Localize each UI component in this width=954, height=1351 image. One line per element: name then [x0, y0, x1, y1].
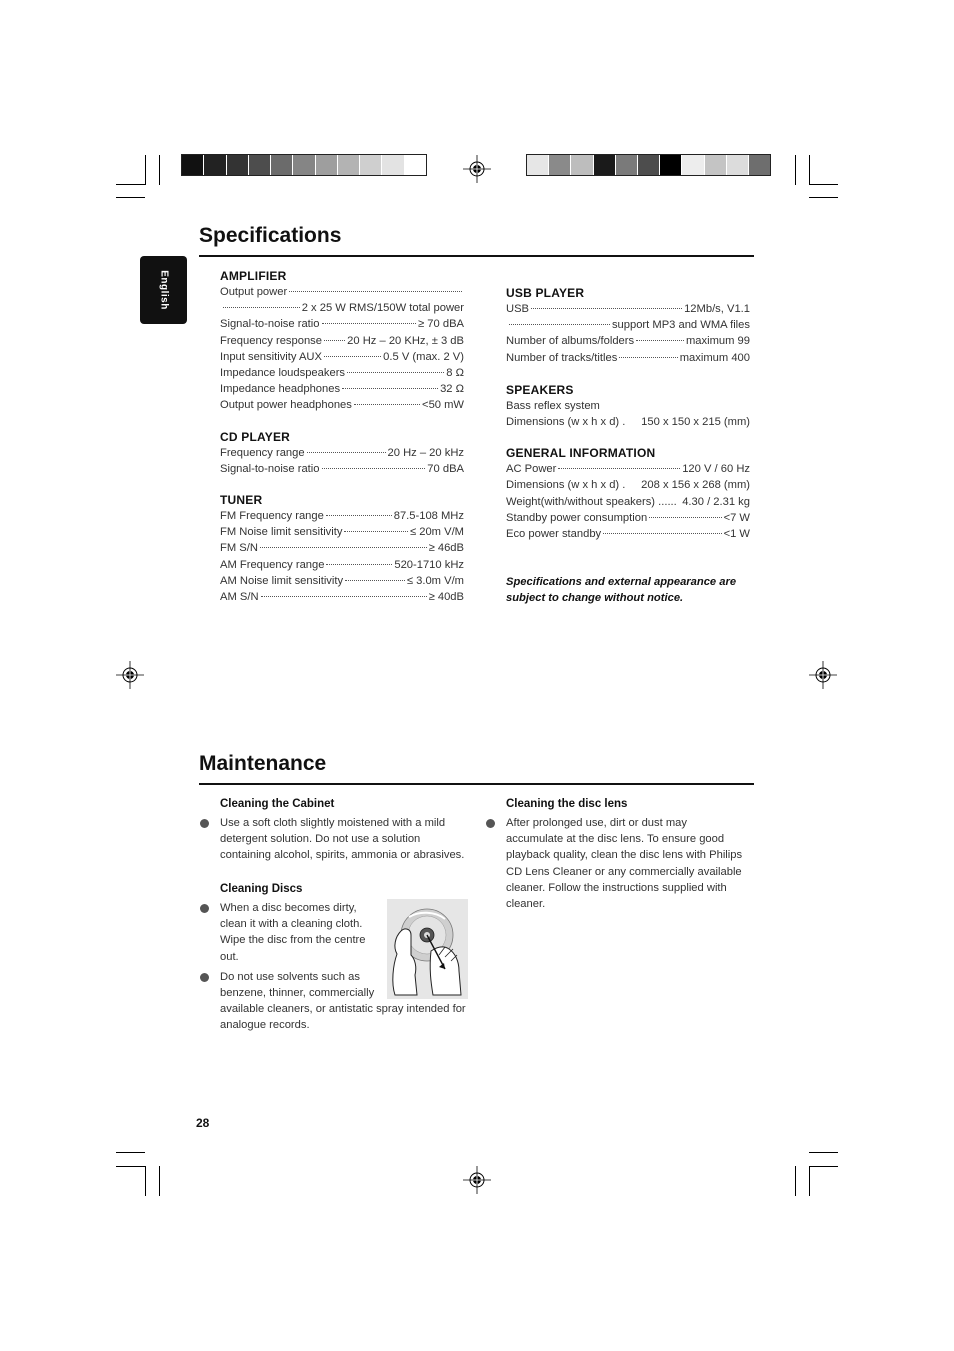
- general-information-title: GENERAL INFORMATION: [506, 446, 656, 461]
- cd-player-block: [220, 429, 464, 477]
- crop-mark: [795, 155, 796, 185]
- spec-value: ≤ 20m V/M: [409, 526, 464, 539]
- leader-dots: [603, 533, 721, 534]
- spec-label: Dimensions (w x h x d) .: [506, 479, 626, 492]
- spec-row: [220, 284, 464, 300]
- spec-row: [506, 461, 750, 477]
- leader-dots: [344, 531, 408, 532]
- change-notice: [506, 574, 750, 606]
- spec-row: [506, 414, 750, 430]
- color-swatch: [571, 155, 593, 175]
- leader-dots: [354, 404, 420, 405]
- bullet-dot-icon: [486, 819, 495, 828]
- leader-dots: [509, 324, 610, 325]
- crop-mark: [116, 184, 145, 185]
- spec-value: <50 mW: [422, 399, 464, 412]
- spec-value: 32 Ω: [440, 383, 464, 396]
- leader-dots: [326, 515, 392, 516]
- spec-value: ≥ 70 dBA: [418, 318, 464, 331]
- usb-player-title: USB PLAYER: [506, 286, 585, 300]
- spec-row: [220, 300, 464, 316]
- bullet-item: [220, 815, 470, 864]
- crop-mark: [159, 155, 160, 185]
- spec-row: [506, 526, 750, 542]
- language-tab-label: English: [158, 270, 169, 310]
- leader-dots: [342, 388, 438, 389]
- color-swatch: [204, 155, 226, 175]
- cleaning-cabinet-title: Cleaning the Cabinet: [220, 798, 335, 810]
- color-swatch: [549, 155, 571, 175]
- registration-mark-icon: [809, 661, 837, 689]
- spec-column-right: [506, 285, 750, 606]
- color-swatch: [616, 155, 638, 175]
- spec-label: Signal-to-noise ratio: [220, 462, 320, 475]
- spec-value: 20 Hz – 20 KHz, ± 3 dB: [347, 334, 464, 347]
- bullet-line: detergent solution. Do not use a solution: [220, 833, 421, 846]
- spec-value: 208 x 156 x 268 (mm): [641, 479, 750, 492]
- maintenance-heading: Maintenance: [199, 752, 327, 775]
- cd-player-title: CD PLAYER: [220, 429, 291, 444]
- spec-value: 12Mb/s, V1.1: [684, 303, 750, 315]
- spec-value: support MP3 and WMA files: [611, 319, 750, 332]
- color-swatch: [682, 155, 704, 175]
- spec-label: Standby power consumption: [506, 511, 648, 524]
- spec-label: FM Frequency range: [220, 510, 324, 523]
- spec-value: 0.5 V (max. 2 V): [383, 350, 464, 363]
- crop-mark: [809, 155, 810, 185]
- amplifier-title: AMPLIFIER: [220, 269, 287, 283]
- spec-label: Frequency response: [220, 334, 322, 347]
- crop-mark: [116, 1166, 145, 1167]
- spec-value: ≤ 3.0m V/m: [406, 574, 464, 587]
- spec-value: 87.5-108 MHz: [393, 510, 464, 523]
- spec-label: Output power: [220, 286, 288, 298]
- usb-player-block: [506, 285, 750, 366]
- spec-label: Signal-to-noise ratio: [220, 318, 320, 331]
- color-swatch: [338, 155, 360, 175]
- heading-rule: [199, 255, 754, 257]
- spec-row: [220, 540, 464, 556]
- spec-row: [220, 445, 464, 461]
- leader-dots: [347, 372, 444, 373]
- bullet-line: accumulate at the disc lens. To ensure good: [506, 833, 725, 846]
- tuner-title: TUNER: [220, 493, 263, 508]
- bullet-line: cleaner. Follow the instructions supplied with: [506, 881, 727, 894]
- leader-dots: [324, 356, 381, 357]
- spec-value: <1 W: [723, 528, 750, 541]
- color-swatch: [249, 155, 271, 175]
- spec-label: Frequency range: [220, 446, 305, 459]
- spec-row: [220, 349, 464, 365]
- bullet-item: [506, 815, 756, 912]
- spec-label: Impedance loudspeakers: [220, 367, 346, 380]
- notice-line: subject to change without notice.: [506, 592, 684, 605]
- registration-mark-icon: [463, 155, 491, 183]
- color-swatch: [727, 155, 749, 175]
- tuner-block: [220, 492, 464, 605]
- leader-dots: [345, 580, 405, 581]
- leader-dots: [289, 291, 462, 292]
- color-swatch: [660, 155, 682, 175]
- spec-label: FM S/N: [220, 542, 258, 555]
- bullet-line: playback quality, clean the disc lens with Philips: [506, 849, 743, 862]
- bullet-line: Do not use solvents such as: [220, 970, 360, 983]
- specifications-heading: Specifications: [199, 224, 342, 247]
- heading-rule: [199, 783, 754, 785]
- spec-label: AM Frequency range: [220, 558, 325, 571]
- color-swatch: [182, 155, 204, 175]
- color-calibration-bar-right: [526, 154, 771, 176]
- spec-row: [506, 333, 750, 349]
- crop-mark: [145, 155, 146, 185]
- color-swatch: [360, 155, 382, 175]
- bullet-dot-icon: [200, 819, 209, 828]
- spec-label: Dimensions (w x h x d) .: [506, 416, 626, 429]
- color-calibration-bar-left: [181, 154, 427, 176]
- spec-row: [220, 461, 464, 477]
- spec-label: Number of tracks/titles: [506, 351, 618, 364]
- amplifier-block: [220, 268, 464, 414]
- color-swatch: [227, 155, 249, 175]
- spec-row: [220, 381, 464, 397]
- bullet-line: Use a soft cloth slightly moistened with a mild: [220, 817, 446, 829]
- language-tab: [140, 256, 187, 324]
- color-swatch: [705, 155, 727, 175]
- leader-dots: [324, 340, 345, 341]
- color-swatch: [594, 155, 616, 175]
- spec-value: 4.30 / 2.31 kg: [682, 495, 750, 508]
- leader-dots: [531, 308, 682, 309]
- spec-label: Input sensitivity AUX: [220, 350, 322, 363]
- crop-mark: [809, 1166, 810, 1196]
- spec-label: AM Noise limit sensitivity: [220, 574, 344, 587]
- speakers-block: [506, 382, 750, 430]
- spec-label: AC Power: [506, 463, 557, 476]
- spec-value: maximum 400: [679, 351, 750, 364]
- color-swatch: [638, 155, 660, 175]
- leader-dots: [322, 468, 426, 469]
- spec-value: ≥ 40dB: [428, 591, 464, 604]
- spec-row: [506, 477, 750, 493]
- leader-dots: [326, 564, 392, 565]
- bullet-dot-icon: [200, 904, 209, 913]
- spec-value: maximum 99: [685, 335, 750, 348]
- crop-mark: [809, 1152, 838, 1153]
- spec-value: 8 Ω: [446, 367, 464, 380]
- bullet-line: cleaner.: [506, 898, 546, 911]
- leader-dots: [307, 452, 386, 453]
- spec-row: [220, 573, 464, 589]
- registration-mark-icon: [116, 661, 144, 689]
- spec-value: ≥ 46dB: [428, 542, 464, 555]
- bullet-line: Wipe the disc from the centre: [220, 934, 366, 947]
- spec-row: [506, 510, 750, 526]
- general-information-block: [506, 445, 750, 542]
- spec-row: [220, 557, 464, 573]
- color-swatch: [749, 155, 770, 175]
- spec-label: Number of albums/folders: [506, 335, 635, 348]
- spec-row: [220, 333, 464, 349]
- speakers-title: SPEAKERS: [506, 382, 574, 397]
- spec-value: 2 x 25 W RMS/150W total power: [301, 302, 464, 315]
- spec-column-left: [220, 268, 464, 605]
- spec-label: USB: [506, 303, 530, 315]
- crop-mark: [809, 197, 838, 198]
- bullet-line: clean it with a cleaning cloth.: [220, 918, 363, 931]
- bullet-line: analogue records.: [220, 1019, 310, 1032]
- leader-dots: [619, 357, 677, 358]
- color-swatch: [271, 155, 293, 175]
- bullet-line: benzene, thinner, commercially: [220, 987, 375, 1000]
- spec-row: [220, 365, 464, 381]
- color-swatch: [293, 155, 315, 175]
- cleaning-discs-title: Cleaning Discs: [220, 883, 303, 895]
- color-swatch: [405, 155, 426, 175]
- crop-mark: [145, 1166, 146, 1196]
- crop-mark: [809, 1166, 838, 1167]
- spec-label: Weight(with/without speakers) ......: [506, 495, 677, 508]
- spec-value: 120 V / 60 Hz: [682, 463, 750, 476]
- bullet-line: After prolonged use, dirt or dust may: [506, 817, 687, 829]
- spec-value: 520-1710 kHz: [394, 558, 464, 571]
- leader-dots: [649, 517, 721, 518]
- spec-label: Impedance headphones: [220, 383, 341, 396]
- spec-row: [506, 317, 750, 333]
- spec-row: [506, 301, 750, 317]
- spec-row: [506, 350, 750, 366]
- leader-dots: [261, 596, 427, 597]
- spec-label: Eco power standby: [506, 528, 602, 541]
- bullet-line: out.: [220, 950, 239, 963]
- spec-value: <7 W: [723, 511, 750, 524]
- spec-row: [220, 589, 464, 605]
- crop-mark: [159, 1166, 160, 1196]
- spec-row: [220, 508, 464, 524]
- spec-line: Bass reflex system: [506, 399, 600, 412]
- cleaning-lens-block: [506, 798, 756, 912]
- spec-label: AM S/N: [220, 591, 259, 604]
- spec-value: 20 Hz – 20 kHz: [387, 446, 464, 459]
- spec-value: 70 dBA: [427, 462, 464, 475]
- cleaning-lens-title: Cleaning the disc lens: [506, 798, 628, 810]
- cleaning-cabinet-block: [220, 798, 470, 864]
- bullet-line: When a disc becomes dirty,: [220, 902, 357, 914]
- leader-dots: [322, 323, 417, 324]
- spec-row: [220, 397, 464, 413]
- bullet-line: CD Lens Cleaner or any commercially available: [506, 865, 742, 878]
- spec-value: 150 x 150 x 215 (mm): [641, 416, 750, 429]
- leader-dots: [260, 547, 427, 548]
- color-swatch: [316, 155, 338, 175]
- leader-dots: [558, 468, 680, 469]
- notice-line: Specifications and external appearance are: [506, 576, 737, 589]
- leader-dots: [636, 340, 684, 341]
- color-swatch: [527, 155, 549, 175]
- bullet-line: containing alcohol, spirits, ammonia or abrasives.: [220, 849, 465, 862]
- spec-label: Output power headphones: [220, 399, 352, 412]
- crop-mark: [116, 1152, 145, 1153]
- spec-label: FM Noise limit sensitivity: [220, 526, 343, 539]
- spec-row: [506, 494, 750, 510]
- leader-dots: [223, 307, 300, 308]
- registration-mark-icon: [463, 1166, 491, 1194]
- crop-mark: [795, 1166, 796, 1196]
- spec-row: [220, 524, 464, 540]
- disc-cleaning-illustration: [387, 899, 468, 999]
- bullet-dot-icon: [200, 973, 209, 982]
- crop-mark: [116, 197, 145, 198]
- color-swatch: [382, 155, 404, 175]
- crop-mark: [809, 184, 838, 185]
- spec-row: [220, 316, 464, 332]
- page-number: 28: [196, 1116, 210, 1130]
- bullet-line: available cleaners, or antistatic spray intended for: [220, 1003, 466, 1016]
